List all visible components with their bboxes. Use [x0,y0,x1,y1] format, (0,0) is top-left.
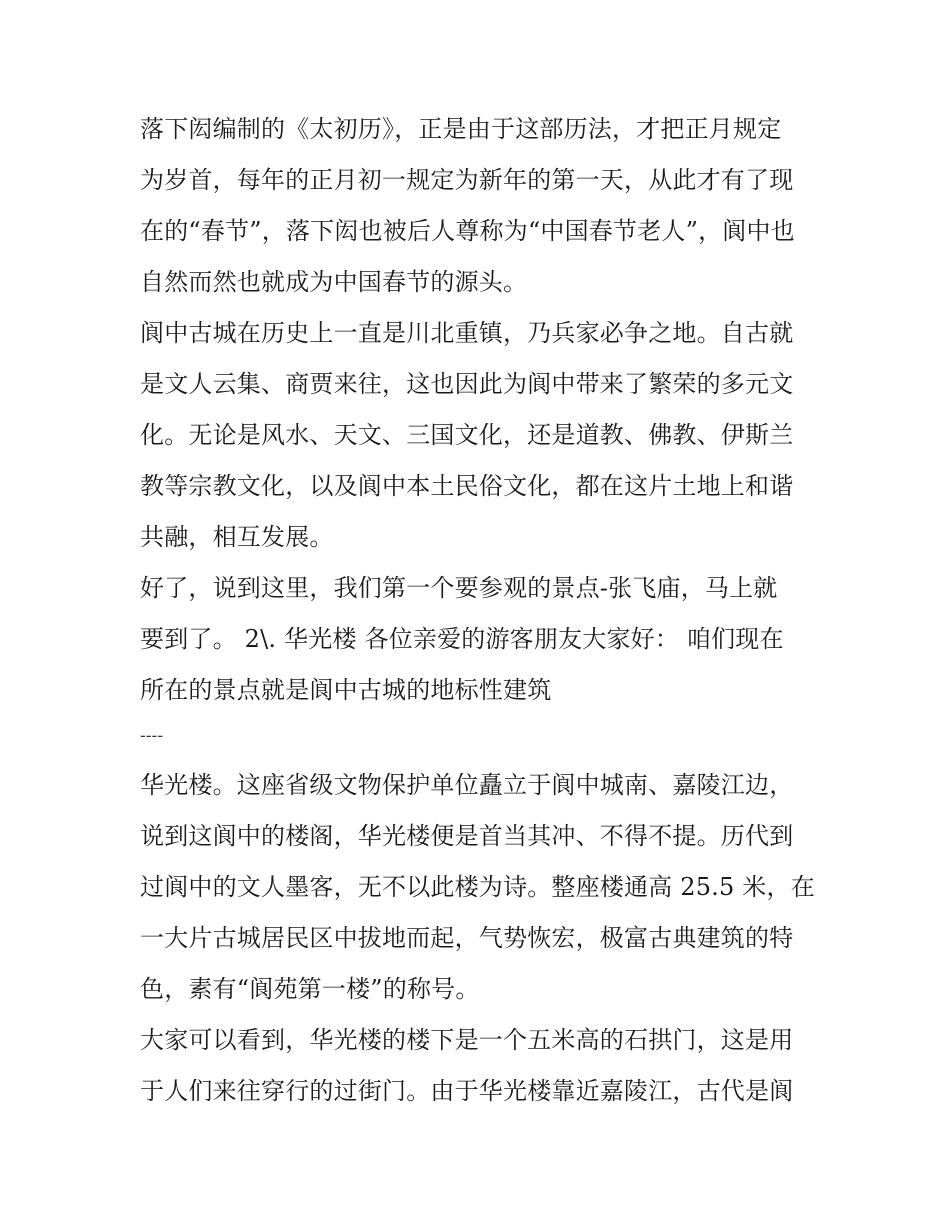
text-line: 为岁首，每年的正月初一规定为新年的第一天，从此才有了现 [140,166,794,194]
document-body [140,104,820,1117]
text-line: 在的“春节”，落下闳也被后人尊称为“中国春节老人”，阆中也 [140,217,795,245]
text-line: 过阆中的文人墨客，无不以此楼为诗。整座楼通高 25.5 米，在 [140,873,815,901]
text-line: 所在的景点就是阆中古城的地标性建筑 [140,676,552,704]
text-line: 共融，相互发展。 [140,523,334,551]
text-line: 好了，说到这里，我们第一个要参观的景点-张飞庙，马上就 [140,574,778,602]
text-line: 说到这阆中的楼阁，华光楼便是首当其冲、不得不提。历代到 [140,822,794,850]
text-line: 教等宗教文化，以及阆中本土民俗文化，都在这片土地上和谐 [140,472,794,500]
text-line: 于人们来往穿行的过街门。由于华光楼靠近嘉陵江，古代是阆 [140,1077,794,1105]
section-separator: ---- [140,726,164,745]
text-line: 华光楼。这座省级文物保护单位矗立于阆中城南、嘉陵江边， [140,771,794,799]
text-line: 要到了。 2\. 华光楼 各位亲爱的游客朋友大家好： 咱们现在 [140,625,784,653]
text-line: 大家可以看到，华光楼的楼下是一个五米高的石拱门，这是用 [140,1026,794,1054]
text-line: 一大片古城居民区中拔地而起，气势恢宏，极富古典建筑的特 [140,924,794,952]
text-line: 自然而然也就成为中国春节的源头。 [140,268,528,296]
text-line: 阆中古城在历史上一直是川北重镇，乃兵家必争之地。自古就 [140,319,794,347]
text-line: 化。无论是风水、天文、三国文化，还是道教、佛教、伊斯兰 [140,421,794,449]
text-line: 是文人云集、商贾来往，这也因此为阆中带来了繁荣的多元文 [140,370,794,398]
text-line: 落下闳编制的《太初历》，正是由于这部历法，才把正月规定 [140,115,782,143]
text-line: 色，素有“阆苑第一楼”的称号。 [140,975,480,1003]
